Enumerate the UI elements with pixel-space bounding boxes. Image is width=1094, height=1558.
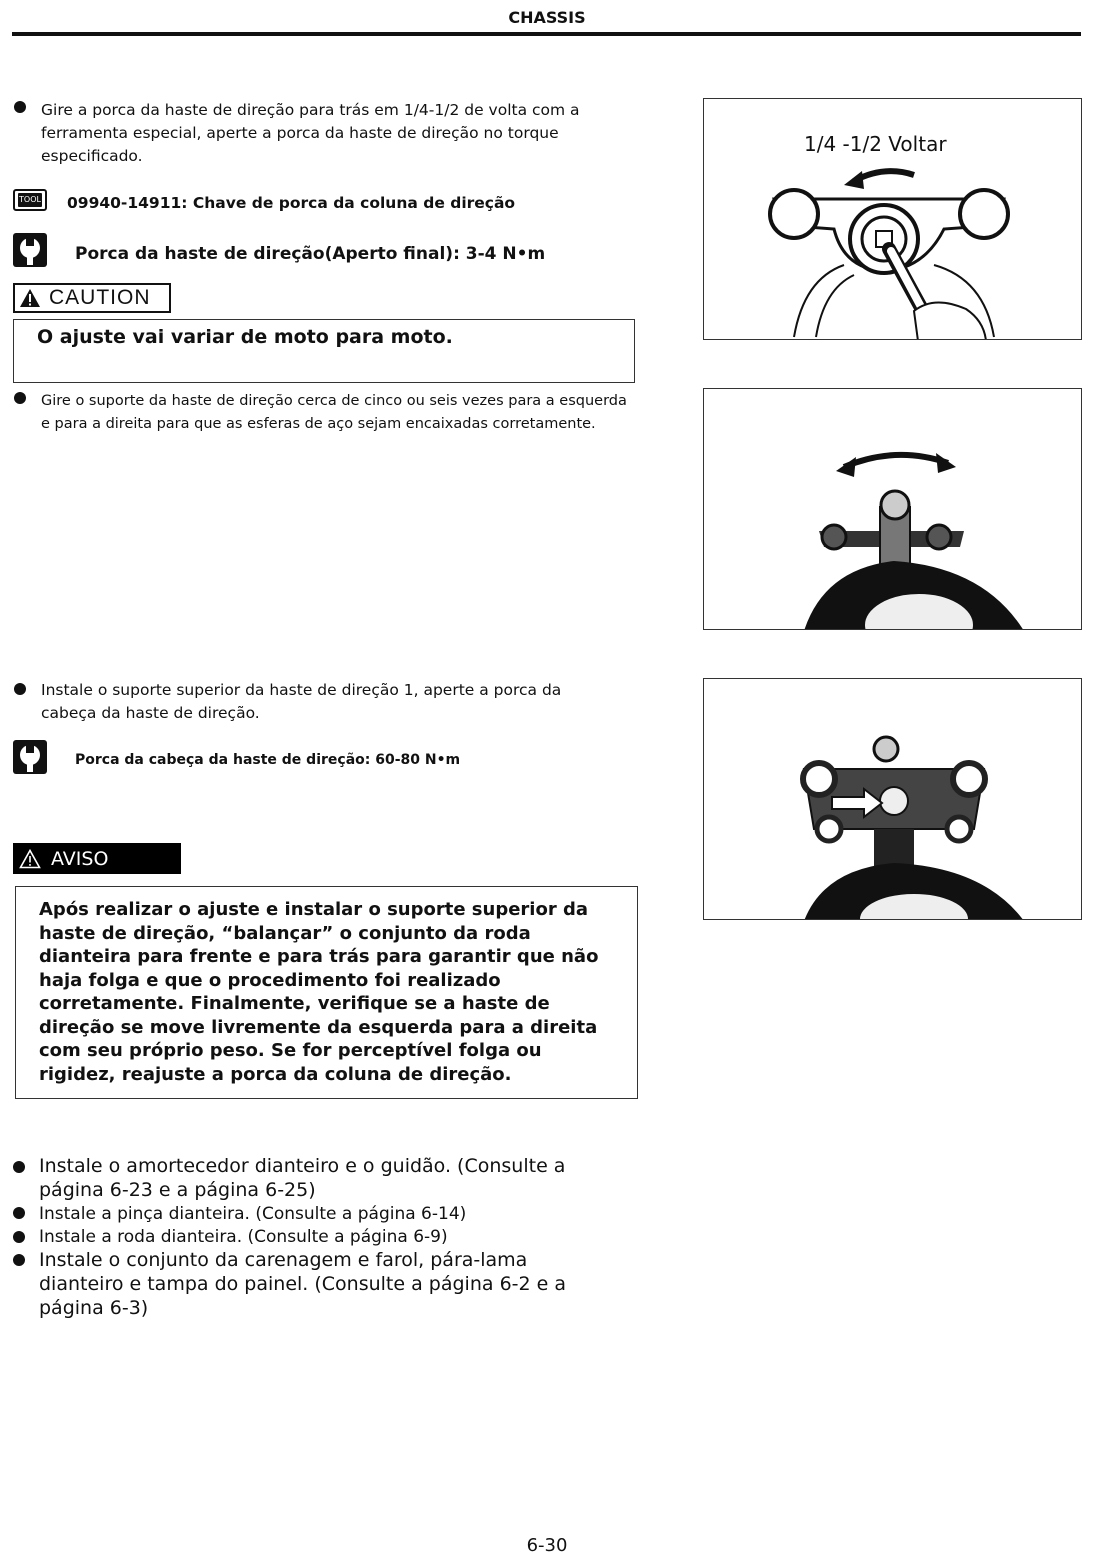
aviso-banner [13, 843, 181, 874]
torque-spec-text: Porca da cabeça da haste de direção: 60-80 N•m [75, 752, 461, 768]
bullet-icon [13, 1161, 25, 1173]
header-rule [12, 32, 1081, 36]
aviso-note-text: Após realizar o ajuste e instalar o suporte superior da haste de direção, “balançar” o conjunto da roda dianteira para frente e para trás para garantir que não haja folga e que o procedimento foi realizado corretamente. Finalmente, verifique se a haste de direção se move livremente da esquerda para a direita com seu próprio peso. Se for perceptível folga ou rigidez, reajuste a porca da coluna de direção. [39, 899, 599, 1085]
bullet-icon [14, 101, 26, 113]
caution-note-text: O ajuste vai variar de moto para moto. [37, 326, 453, 348]
bullet-icon [14, 683, 26, 695]
caution-note-box [13, 319, 635, 383]
section-title: CHASSIS [508, 8, 586, 27]
caution-label: CAUTION [49, 286, 151, 309]
bullet-icon [13, 1231, 25, 1243]
final-step-3: Instale a roda dianteira. (Consulte a página 6-9) [39, 1227, 448, 1247]
figure-caption: 1/4 -1/2 Voltar [804, 132, 947, 156]
final-step-1: Instale o amortecedor dianteiro e o guidão. (Consulte a página 6-23 e a página 6-25) [39, 1155, 566, 1201]
final-step-2: Instale a pinça dianteira. (Consulte a página 6-14) [39, 1204, 467, 1224]
final-step-4: Instale o conjunto da carenagem e farol, pára-lama dianteiro e tampa do painel. (Consulte a página 6-2 e a página 6-3) [39, 1249, 567, 1319]
bullet-icon [13, 1207, 25, 1219]
figure-steering-stem-rotation [703, 388, 1082, 630]
tool-icon-label: TOOL [18, 193, 42, 207]
torque-wrench-icon [13, 740, 47, 774]
torque-wrench-icon [13, 233, 47, 267]
warning-triangle-icon [19, 288, 41, 308]
step-3-text: Instale o suporte superior da haste de direção 1, aperte a porca da cabeça da haste de direção. [41, 681, 562, 722]
step-2-text: Gire o suporte da haste de direção cerca de cinco ou seis vezes para a esquerda e para a direita para que as esferas de aço sejam encaixadas corretamente. [41, 393, 627, 432]
page-number: 6-30 [526, 1535, 568, 1556]
special-tool-text: 09940-14911: Chave de porca da coluna de direção [67, 194, 516, 212]
torque-spec-text: Porca da haste de direção(Aperto final): 3-4 N•m [75, 244, 546, 264]
aviso-label: AVISO [51, 847, 109, 870]
warning-triangle-icon [19, 849, 41, 869]
step-1-text: Gire a porca da haste de direção para trás em 1/4-1/2 de volta com a ferramenta especial, aperte a porca da haste de direção no torque especificado. [41, 101, 580, 165]
figure-steering-nut-adjustment [703, 98, 1082, 340]
tool-icon [13, 189, 47, 211]
figure-upper-bracket-install [703, 678, 1082, 920]
bullet-icon [14, 392, 26, 404]
aviso-note-box [15, 886, 638, 1099]
bullet-icon [13, 1254, 25, 1266]
caution-banner [13, 283, 171, 313]
